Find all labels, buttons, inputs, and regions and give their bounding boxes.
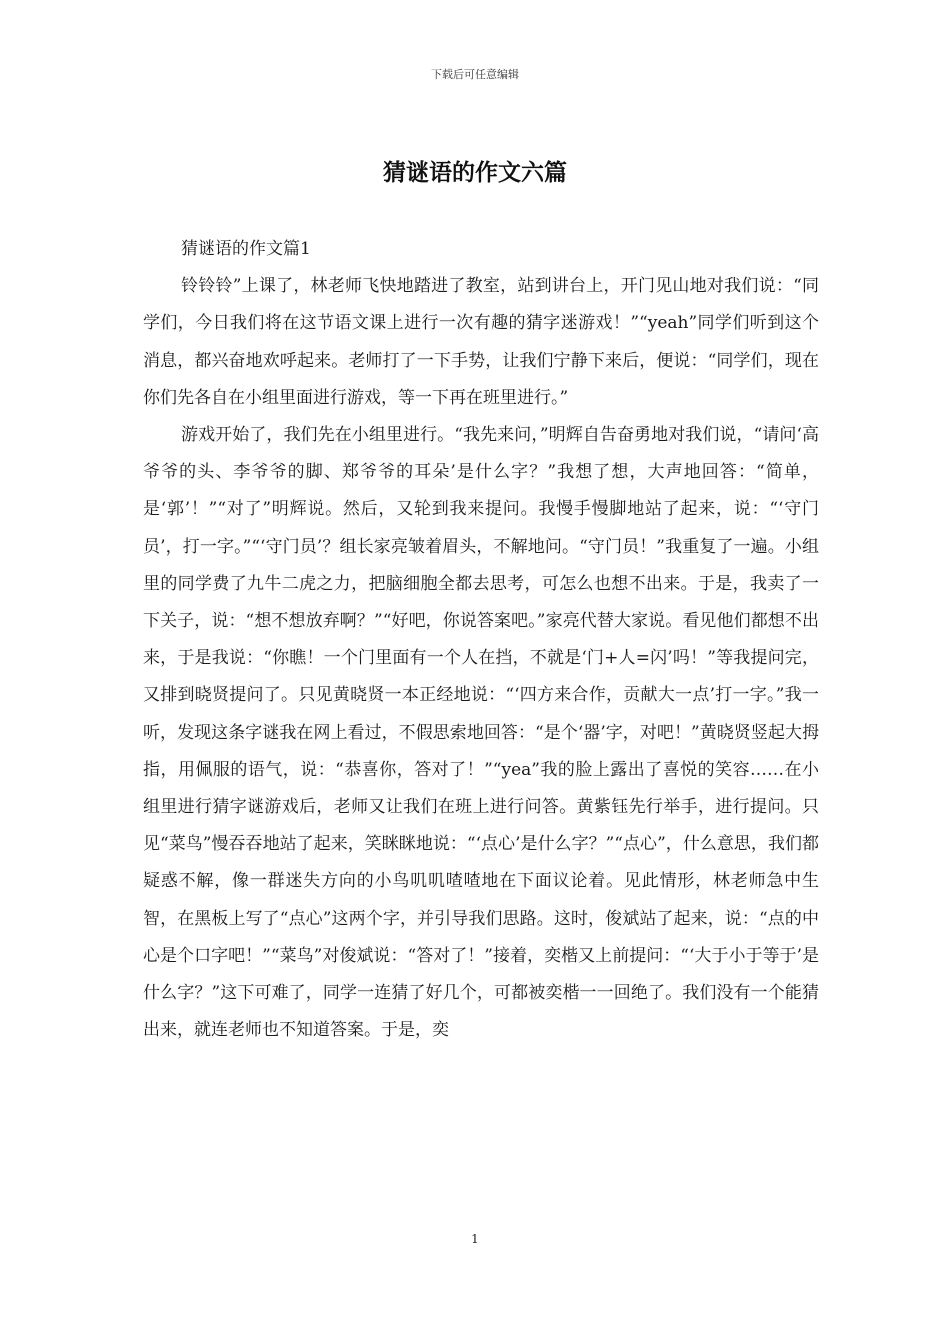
paragraph-1: 铃铃铃”上课了，林老师飞快地踏进了教室，站到讲台上，开门见山地对我们说：“同学们，今日我们将在这节语文课上进行一次有趣的猜字迷游戏！”“yeah”同学们听到这个消息，都兴奋地欢呼起来。老师打了一下手势，让我们宁静下来后，便说：“同学们，现在你们先各自在小组里面进行游戏，等一下再在班里进行。” xyxy=(143,276,819,408)
page-number: 1 xyxy=(471,1232,479,1246)
page-header: 下载后可任意编辑 xyxy=(431,68,519,81)
document-body xyxy=(143,231,819,1049)
paragraph-2: 游戏开始了，我们先在小组里进行。“我先来问，”明辉自告奋勇地对我们说，“请问‘高爷爷的头、李爷爷的脚、郑爷爷的耳朵’是什么字？”我想了想，大声地回答：“简单，是‘郭’！”“对了”明辉说。然后，又轮到我来提问。我慢手慢脚地站了起来，说：“‘守门员’，打一字。”“‘守门员’？组长家亮皱着眉头，不解地问。“守门员！”我重复了一遍。小组里的同学费了九牛二虎之力，把脑细胞全都去思考，可怎么也想不出来。于是，我卖了一下关子，说：“想不想放弃啊？”“好吧，你说答案吧。”家亮代替大家说。看见他们都想不出来，于是我说：“你瞧！一个门里面有一个人在挡，不就是‘门+人=闪’吗！”等我提问完，又排到晓贤提问了。只见黄晓贤一本正经地说：“‘四方来合作，贡献大一点’打一字。”我一听，发现这条字谜我在网上看过，不假思索地回答：“是个‘器’字，对吧！”黄晓贤竖起大拇指，用佩服的语气，说：“恭喜你，答对了！”“yea”我的脸上露出了喜悦的笑容……在小组里进行猜字谜游戏后，老师又让我们在班上进行问答。黄紫钰先行举手，进行提问。只见“菜鸟”慢吞吞地站了起来，笑眯眯地说：“‘点心’是什么字？”“点心”，什么意思，我们都疑惑不解，像一群迷失方向的小鸟叽叽喳喳地在下面议论着。见此情形，林老师急中生智，在黑板上写了“点心”这两个字，并引导我们思路。这时，俊斌站了起来，说：“点的中心是个口字吧！”“菜鸟”对俊斌说：“答对了！”接着，奕楷又上前提问：“‘大于小于等于’是什么字？”这下可难了，同学一连猜了好几个，可都被奕楷一一回绝了。我们没有一个能猜出来，就连老师也不知道答案。于是，奕 xyxy=(143,425,819,1041)
section-heading: 猜谜语的作文篇1 xyxy=(181,239,311,259)
document-title: 猜谜语的作文六篇 xyxy=(383,159,567,186)
